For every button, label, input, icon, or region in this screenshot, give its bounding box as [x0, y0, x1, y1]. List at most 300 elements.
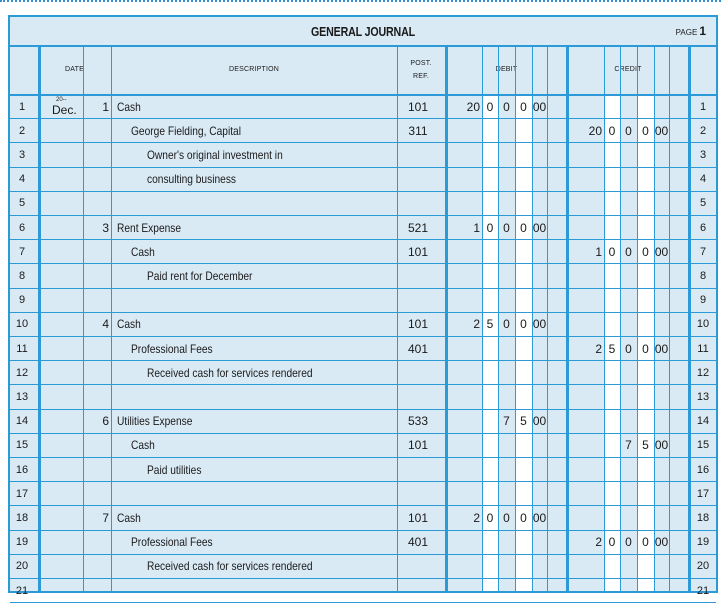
credit-digit — [654, 482, 669, 506]
debit-digit — [447, 191, 480, 215]
debit-digit: 0 — [486, 99, 494, 114]
entry-description-text: Cash — [117, 510, 141, 525]
header-post-ref — [397, 45, 445, 94]
title-row — [10, 17, 716, 45]
debit-digit — [447, 385, 480, 409]
line-number-right: 10 — [696, 318, 710, 331]
debit-digit — [515, 433, 532, 457]
entry-post-ref: 101 — [407, 244, 429, 259]
top-dotted-border — [0, 0, 721, 2]
entry-day: 4 — [102, 317, 109, 332]
credit-digit — [620, 143, 637, 167]
debit-digit — [532, 191, 547, 215]
credit-digit — [604, 409, 620, 433]
entry-post-ref — [397, 385, 439, 409]
credit-digit — [604, 264, 620, 288]
credit-digit: 00 — [654, 535, 669, 550]
credit-digit — [604, 312, 620, 336]
credit-digit: 00 — [654, 123, 669, 138]
credit-digit: 0 — [642, 535, 649, 550]
credit-digit: 0 — [608, 123, 616, 138]
entry-description — [117, 482, 393, 506]
debit-digit — [532, 433, 547, 457]
column-rule — [547, 45, 548, 591]
credit-digit: 2 — [595, 535, 602, 550]
debit-digit — [447, 264, 480, 288]
line-number-left: 17 — [15, 487, 29, 500]
header-post-ref-line2: REF. — [413, 72, 429, 80]
credit-digit — [620, 482, 637, 506]
entry-day — [83, 579, 109, 603]
credit-digit — [637, 385, 654, 409]
line-number-left: 18 — [15, 511, 29, 524]
credit-digit: 0 — [642, 341, 649, 356]
debit-digit: 7 — [503, 414, 510, 429]
credit-digit — [604, 361, 620, 385]
credit-digit — [654, 458, 669, 482]
debit-digit — [515, 385, 532, 409]
credit-digit — [568, 579, 602, 603]
entry-description — [117, 191, 393, 215]
line-number-left: 11 — [16, 342, 28, 355]
credit-digit — [637, 458, 654, 482]
column-rule — [111, 45, 112, 591]
debit-digit: 0 — [520, 220, 527, 235]
debit-digit — [532, 288, 547, 312]
debit-digit — [515, 530, 532, 554]
entry-description — [131, 433, 393, 457]
debit-digit — [482, 264, 498, 288]
debit-digit — [482, 337, 498, 361]
debit-digit — [498, 530, 515, 554]
entry-description-text: Rent Expense — [117, 220, 182, 235]
credit-digit — [568, 95, 602, 119]
credit-digit — [568, 288, 602, 312]
debit-digit — [447, 361, 480, 385]
entry-post-ref — [397, 482, 439, 506]
credit-digit — [568, 458, 602, 482]
line-number-left: 3 — [18, 148, 26, 161]
entry-post-ref: 101 — [407, 99, 429, 114]
debit-digit — [532, 337, 547, 361]
entry-description — [147, 458, 393, 482]
credit-digit — [604, 385, 620, 409]
line-number-right: 18 — [696, 511, 710, 524]
debit-digit — [482, 458, 498, 482]
line-number-left: 20 — [15, 560, 29, 573]
entry-description — [117, 288, 393, 312]
debit-digit — [515, 337, 532, 361]
debit-digit: 20 — [466, 99, 480, 114]
debit-digit: 00 — [532, 99, 547, 114]
entry-description-text: Cash — [117, 317, 141, 332]
page-indicator — [676, 24, 706, 38]
debit-digit — [532, 119, 547, 143]
line-number-right: 2 — [699, 124, 707, 137]
entry-day: 3 — [102, 220, 109, 235]
line-number-right: 7 — [699, 245, 707, 258]
line-number-right: 4 — [699, 173, 707, 186]
line-number-left: 9 — [18, 294, 26, 307]
entry-post-ref — [397, 143, 439, 167]
debit-digit — [498, 433, 515, 457]
credit-digit: 0 — [625, 341, 632, 356]
entry-description-text: Professional Fees — [131, 341, 213, 356]
entry-description-text: Paid rent for December — [147, 268, 253, 283]
debit-digit — [447, 482, 480, 506]
debit-digit — [498, 458, 515, 482]
credit-digit — [568, 191, 602, 215]
credit-digit — [637, 579, 654, 603]
entry-post-ref — [397, 458, 439, 482]
debit-digit — [515, 119, 532, 143]
credit-digit: 5 — [608, 341, 616, 356]
entry-day — [83, 530, 109, 554]
column-rule — [38, 45, 41, 591]
credit-digit: 0 — [625, 123, 632, 138]
line-number-right: 17 — [696, 487, 710, 500]
debit-digit — [532, 530, 547, 554]
credit-digit — [637, 264, 654, 288]
line-number-right: 9 — [699, 294, 707, 307]
debit-digit — [532, 167, 547, 191]
debit-digit — [498, 167, 515, 191]
credit-digit — [637, 288, 654, 312]
credit-digit: 0 — [608, 535, 616, 550]
entry-description — [117, 312, 393, 336]
general-journal-form — [8, 15, 718, 597]
debit-digit — [532, 458, 547, 482]
entry-day — [83, 119, 109, 143]
debit-digit: 00 — [532, 317, 547, 332]
debit-digit: 0 — [520, 99, 527, 114]
credit-digit: 7 — [625, 438, 632, 453]
debit-digit — [482, 143, 498, 167]
entry-description-text: Utilities Expense — [117, 414, 193, 429]
credit-digit — [568, 433, 602, 457]
entry-description-text: Received cash for services rendered — [147, 365, 313, 380]
entry-description — [131, 240, 393, 264]
entry-post-ref — [397, 554, 439, 578]
entry-post-ref: 101 — [407, 510, 429, 525]
line-number-right: 1 — [699, 100, 707, 113]
debit-digit: 0 — [520, 317, 527, 332]
credit-digit — [654, 579, 669, 603]
credit-digit — [654, 288, 669, 312]
debit-digit — [447, 288, 480, 312]
entry-post-ref: 401 — [407, 341, 429, 356]
debit-digit — [447, 458, 480, 482]
entry-description-text: Received cash for services rendered — [147, 559, 313, 574]
entry-description — [131, 119, 393, 143]
entry-day — [83, 554, 109, 578]
credit-digit — [604, 191, 620, 215]
credit-digit — [654, 361, 669, 385]
debit-digit — [498, 361, 515, 385]
entry-description — [117, 95, 393, 119]
line-number-left: 5 — [18, 197, 26, 210]
header-date: DATE — [65, 66, 84, 73]
credit-digit — [654, 554, 669, 578]
credit-digit — [568, 554, 602, 578]
debit-digit — [498, 191, 515, 215]
debit-digit — [447, 167, 480, 191]
line-number-left: 13 — [15, 390, 29, 403]
entry-description — [147, 143, 393, 167]
credit-digit — [568, 506, 602, 530]
credit-digit — [568, 361, 602, 385]
debit-digit — [482, 554, 498, 578]
column-rule — [669, 45, 670, 591]
entry-description — [147, 264, 393, 288]
credit-digit — [620, 216, 637, 240]
entry-post-ref: 101 — [407, 438, 429, 453]
debit-digit — [498, 337, 515, 361]
entry-day — [83, 240, 109, 264]
debit-digit — [532, 579, 547, 603]
debit-digit — [532, 264, 547, 288]
entry-post-ref — [397, 361, 439, 385]
entry-description — [117, 579, 393, 603]
line-number-right: 14 — [696, 415, 710, 428]
debit-digit — [498, 385, 515, 409]
line-number-left: 21 — [15, 584, 29, 597]
credit-digit: 1 — [595, 244, 602, 259]
debit-digit — [515, 191, 532, 215]
credit-digit: 00 — [654, 438, 669, 453]
debit-digit — [532, 143, 547, 167]
line-number-right: 8 — [699, 269, 707, 282]
debit-digit — [498, 264, 515, 288]
debit-digit — [515, 482, 532, 506]
entry-post-ref: 311 — [408, 123, 428, 138]
debit-digit: 0 — [520, 510, 527, 525]
line-number-left: 10 — [15, 318, 29, 331]
line-number-right: 19 — [696, 536, 710, 549]
credit-digit: 0 — [625, 244, 632, 259]
entry-description-text: consulting business — [147, 172, 237, 187]
credit-digit — [568, 167, 602, 191]
credit-digit — [654, 264, 669, 288]
debit-digit — [515, 361, 532, 385]
credit-digit — [568, 264, 602, 288]
entry-description-text: Cash — [117, 99, 141, 114]
credit-digit: 20 — [588, 123, 602, 138]
entry-description-text: Owner's original investment in — [147, 147, 283, 162]
entry-post-ref: 101 — [407, 317, 429, 332]
credit-digit — [654, 216, 669, 240]
debit-digit: 0 — [503, 317, 510, 332]
entry-day: 7 — [102, 510, 109, 525]
line-number-left: 16 — [15, 463, 29, 476]
line-number-right: 20 — [696, 560, 710, 573]
credit-digit — [604, 482, 620, 506]
credit-digit: 00 — [654, 341, 669, 356]
line-number-right: 6 — [699, 221, 707, 234]
credit-digit: 5 — [642, 438, 649, 453]
debit-digit — [515, 288, 532, 312]
credit-digit — [654, 409, 669, 433]
credit-digit: 0 — [642, 123, 649, 138]
debit-digit — [532, 385, 547, 409]
line-number-right: 5 — [699, 197, 707, 210]
credit-digit — [568, 409, 602, 433]
credit-digit: 0 — [642, 244, 649, 259]
debit-digit: 2 — [473, 317, 480, 332]
entry-post-ref: 533 — [407, 414, 429, 429]
credit-digit — [620, 264, 637, 288]
entry-description — [147, 554, 393, 578]
credit-digit — [637, 216, 654, 240]
credit-digit — [604, 143, 620, 167]
credit-digit — [620, 288, 637, 312]
debit-digit — [515, 264, 532, 288]
entry-day — [83, 264, 109, 288]
entry-description — [117, 385, 393, 409]
line-number-left: 2 — [18, 124, 26, 137]
entry-day — [83, 167, 109, 191]
debit-digit — [447, 119, 480, 143]
credit-digit — [654, 506, 669, 530]
debit-digit: 0 — [503, 99, 510, 114]
credit-digit: 0 — [625, 535, 632, 550]
entry-description — [131, 337, 393, 361]
line-number-right: 3 — [699, 148, 707, 161]
credit-digit — [604, 458, 620, 482]
credit-digit — [654, 95, 669, 119]
credit-digit — [637, 191, 654, 215]
credit-digit — [637, 143, 654, 167]
debit-digit — [482, 240, 498, 264]
entry-day — [83, 288, 109, 312]
line-number-right: 15 — [696, 439, 710, 452]
credit-digit — [620, 579, 637, 603]
credit-digit — [637, 554, 654, 578]
credit-digit: 00 — [654, 244, 669, 259]
credit-digit — [568, 482, 602, 506]
entry-day: 6 — [102, 414, 109, 429]
credit-digit — [604, 216, 620, 240]
line-number-right: 11 — [697, 342, 709, 355]
line-number-left: 12 — [15, 366, 29, 379]
credit-digit — [654, 191, 669, 215]
entry-description — [147, 167, 393, 191]
entry-day — [83, 482, 109, 506]
credit-digit — [637, 167, 654, 191]
debit-digit — [515, 579, 532, 603]
entry-day — [83, 143, 109, 167]
debit-digit — [482, 482, 498, 506]
credit-digit — [620, 191, 637, 215]
credit-digit — [604, 95, 620, 119]
entry-year: 20-- — [56, 97, 67, 103]
credit-digit — [620, 167, 637, 191]
entry-post-ref — [397, 264, 439, 288]
debit-digit — [498, 579, 515, 603]
credit-digit — [604, 288, 620, 312]
credit-digit — [604, 554, 620, 578]
credit-digit — [604, 579, 620, 603]
debit-digit — [532, 361, 547, 385]
debit-digit — [482, 167, 498, 191]
credit-digit: 2 — [595, 341, 602, 356]
credit-digit — [568, 216, 602, 240]
debit-digit — [482, 119, 498, 143]
entry-description-text: Professional Fees — [131, 535, 213, 550]
debit-digit — [447, 579, 480, 603]
credit-digit — [620, 361, 637, 385]
credit-digit — [637, 506, 654, 530]
entry-description — [131, 530, 393, 554]
credit-digit — [604, 433, 620, 457]
debit-digit: 00 — [532, 414, 547, 429]
line-number-left: 1 — [18, 100, 26, 113]
entry-description — [117, 506, 393, 530]
debit-digit: 0 — [503, 510, 510, 525]
debit-digit: 2 — [473, 510, 480, 525]
debit-digit — [482, 361, 498, 385]
line-number-left: 4 — [18, 173, 26, 186]
credit-digit — [654, 312, 669, 336]
credit-digit — [568, 143, 602, 167]
debit-digit: 0 — [503, 220, 510, 235]
debit-digit — [498, 482, 515, 506]
debit-digit: 0 — [486, 510, 494, 525]
debit-digit: 0 — [486, 220, 494, 235]
header-post-ref-line1: POST. — [410, 59, 432, 67]
page-number: 1 — [699, 24, 706, 38]
debit-digit: 5 — [520, 414, 527, 429]
debit-digit — [498, 240, 515, 264]
line-number-left: 8 — [18, 269, 26, 282]
debit-digit — [498, 143, 515, 167]
entry-description-text: Cash — [131, 244, 155, 259]
credit-digit — [654, 143, 669, 167]
debit-digit — [515, 143, 532, 167]
entry-day: 1 — [102, 99, 109, 114]
debit-digit — [515, 240, 532, 264]
credit-digit — [620, 95, 637, 119]
entry-post-ref — [397, 579, 439, 603]
debit-digit — [532, 240, 547, 264]
debit-digit — [482, 530, 498, 554]
journal-title: GENERAL JOURNAL — [311, 24, 415, 39]
debit-digit — [515, 554, 532, 578]
credit-digit: 0 — [608, 244, 616, 259]
debit-digit — [447, 554, 480, 578]
line-number-left: 15 — [15, 439, 29, 452]
credit-digit — [654, 385, 669, 409]
debit-digit — [482, 409, 498, 433]
credit-digit — [637, 409, 654, 433]
debit-digit — [482, 433, 498, 457]
entry-post-ref — [397, 191, 439, 215]
entry-day — [83, 191, 109, 215]
debit-digit — [482, 191, 498, 215]
debit-digit — [498, 554, 515, 578]
debit-digit — [447, 530, 480, 554]
entry-post-ref — [397, 167, 439, 191]
credit-digit — [620, 409, 637, 433]
entry-description-text: Cash — [131, 438, 155, 453]
credit-digit — [620, 312, 637, 336]
debit-digit: 00 — [532, 510, 547, 525]
credit-digit — [604, 506, 620, 530]
line-number-right: 16 — [696, 463, 710, 476]
line-number-left: 19 — [15, 536, 29, 549]
credit-digit — [620, 385, 637, 409]
entry-description-text: George Fielding, Capital — [131, 123, 241, 138]
